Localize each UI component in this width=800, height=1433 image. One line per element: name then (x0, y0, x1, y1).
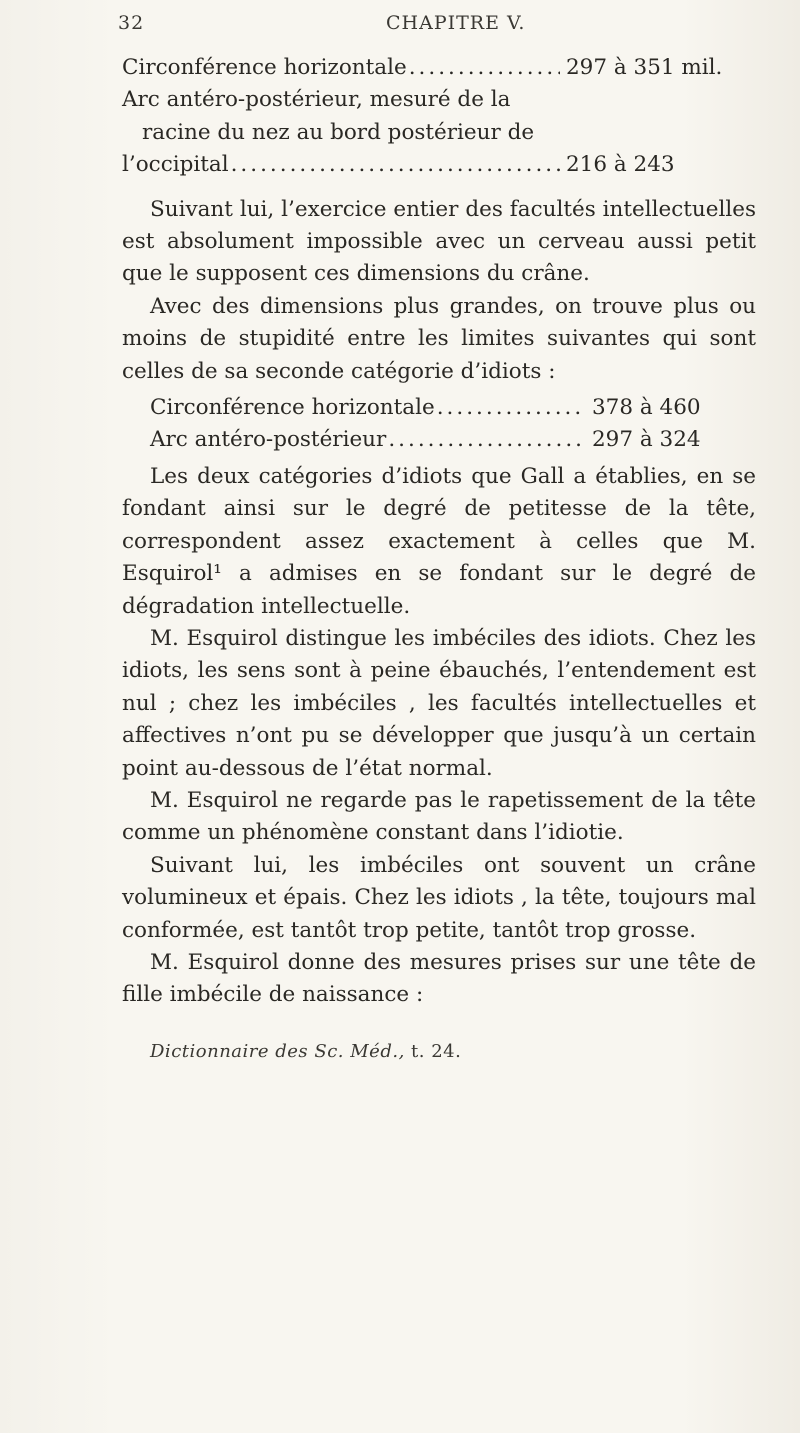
footnote-reference: t. 24. (404, 1041, 462, 1062)
paragraph: M. Esquirol ne regarde pas le rapetissement de la tête comme un phénomène constant dans l’idiotie. (122, 787, 756, 846)
measure-label: l’occipital (122, 152, 229, 178)
measure-label: Circonférence horizontale (150, 395, 435, 421)
paragraph: Suivant lui, l’exercice entier des facultés intellectuelles est absolument impossible avec un cerveau aussi petit que le supposent ces dimensions du crâne. (122, 196, 756, 287)
paragraph: M. Esquirol distingue les imbéciles des idiots. Chez les idiots, les sens sont à peine ébauchés, l’entendement est nul ; chez les imbéciles , les facultés intellectuelles et affectives n’ont pu se développer que jusqu’à un certain point au-dessous de l’état normal. (122, 625, 756, 781)
paragraph: Les deux catégories d’idiots que Gall a établies, en se fondant ainsi sur le degré de petitesse de la tête, correspondent assez exactement à celles que M. Esquirol¹ a admises en se fondant sur le degré de dégradation intellectuelle. (122, 463, 756, 619)
dot-leader (409, 52, 560, 84)
measure-value: 297 à 324 (592, 427, 701, 453)
running-header (118, 6, 758, 38)
measure-label-line: racine du nez au bord postérieur de (142, 119, 535, 145)
measure-value: 216 à 243 (566, 152, 675, 178)
measure-label: Circonférence horizontale (122, 55, 407, 80)
measure-row (122, 392, 756, 424)
measure-row (122, 52, 756, 84)
measure-value: 378 à 460 (592, 395, 701, 421)
paragraph: Avec des dimensions plus grandes, on trouve plus ou moins de stupidité entre les limites suivantes qui sont celles de sa seconde catégorie d’idiots : (122, 293, 756, 384)
measure-label-line: Arc antéro-postérieur, mesuré de la (122, 87, 511, 113)
footnote-title: Dictionnaire des Sc. Méd., (150, 1041, 405, 1062)
dot-leader (388, 424, 586, 456)
measure-value: 297 à 351 mil. (566, 55, 723, 80)
measure-row (122, 149, 756, 181)
dot-leader (231, 149, 560, 181)
measure-label-multiline (102, 84, 756, 149)
dot-leader (437, 392, 586, 424)
footnote (150, 1041, 461, 1062)
measure-label: Arc antéro-postérieur (150, 427, 387, 453)
page-body (122, 52, 756, 1012)
paragraph: Suivant lui, les imbéciles ont souvent un crâne volumineux et épais. Chez les idiots , la tête, toujours mal conformée, est tantôt trop petite, tantôt trop grosse. (122, 852, 756, 943)
page-number: 32 (118, 12, 145, 34)
chapter-title: CHAPITRE V. (386, 12, 526, 34)
measure-row (122, 424, 756, 456)
paragraph: M. Esquirol donne des mesures prises sur une tête de fille imbécile de naissance : (122, 949, 756, 1008)
